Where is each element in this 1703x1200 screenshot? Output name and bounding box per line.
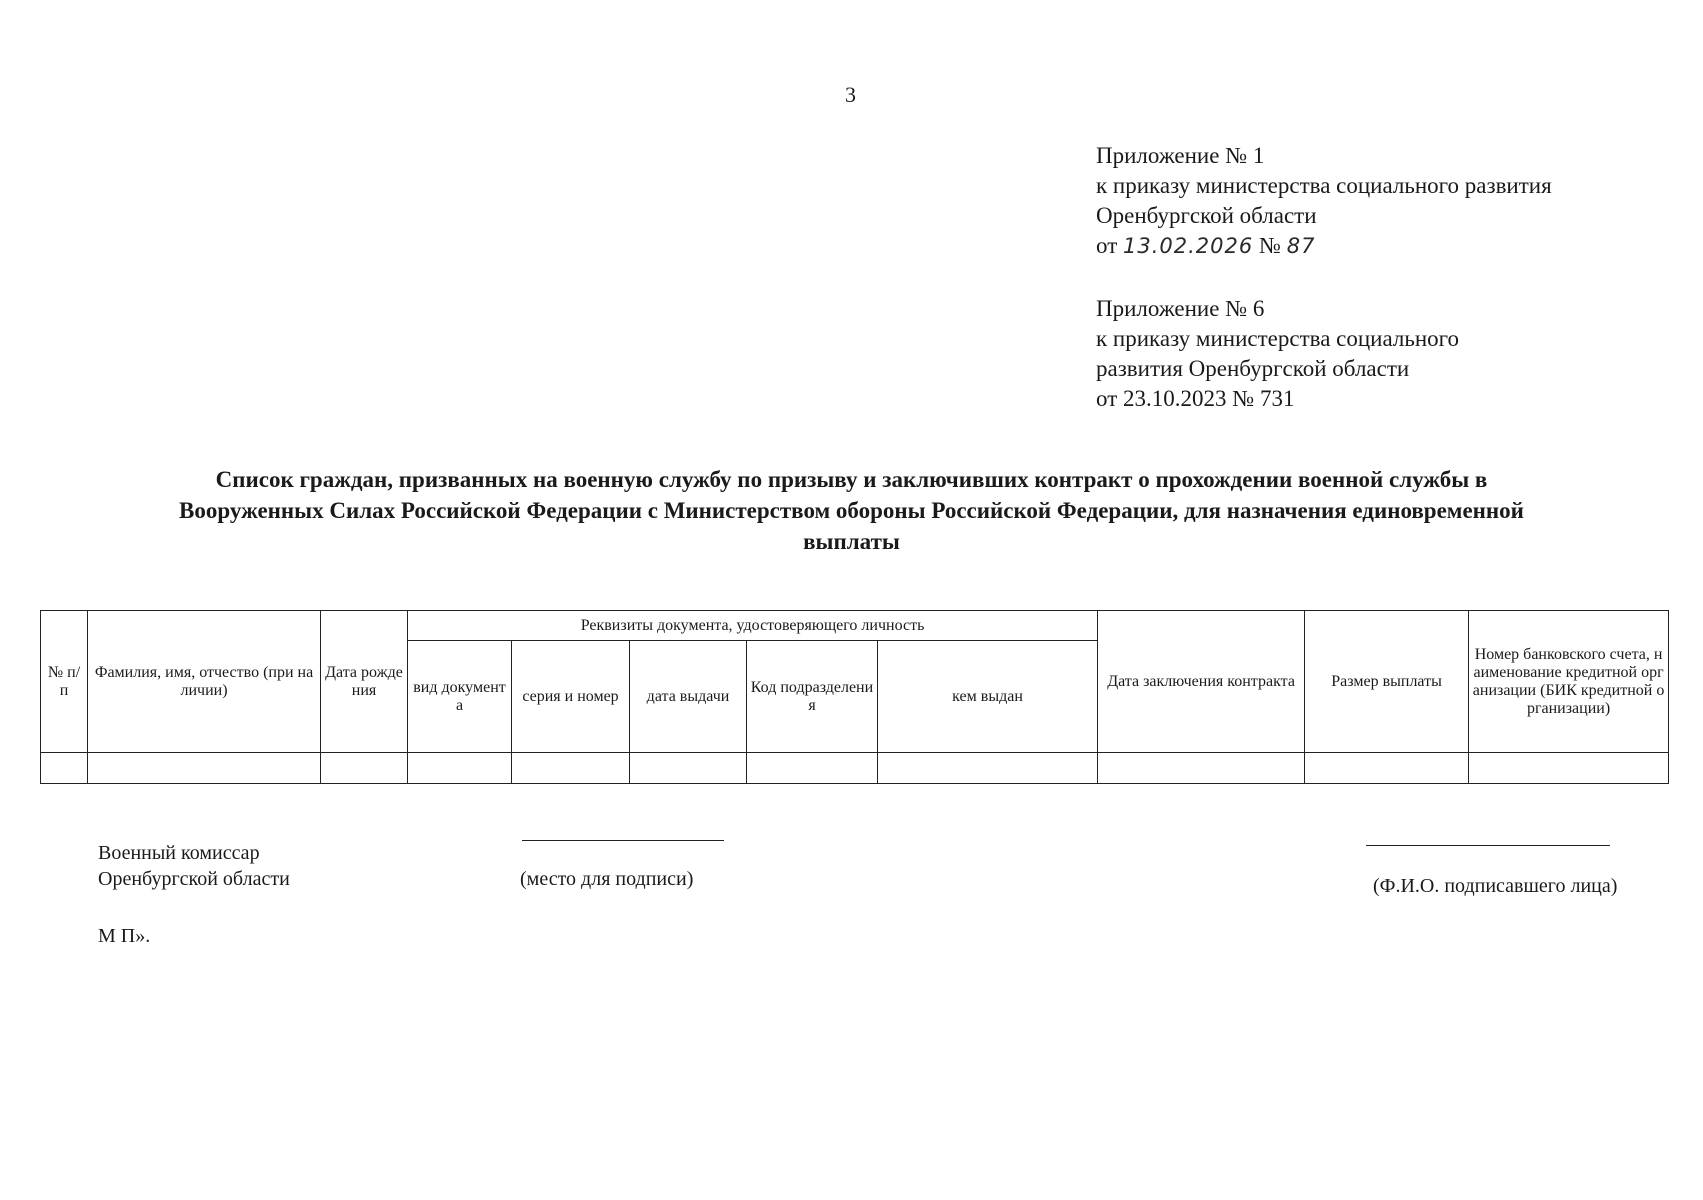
annex-6-line: к приказу министерства социального [1096,326,1460,351]
header-issued-by: кем выдан [878,641,1098,753]
header-document-type: вид документа [408,641,512,753]
header-contract-date: Дата заключения контракта [1098,611,1305,753]
table-cell [1305,753,1469,784]
page-number: 3 [845,82,856,107]
annex-1-title: Приложение № 1 [1096,143,1265,168]
stamp-placeholder: М П». [98,925,151,947]
header-full-name: Фамилия, имя, отчество (при наличии) [88,611,321,753]
annex-1-block [1096,141,1552,261]
header-payment-amount: Размер выплаты [1305,611,1469,753]
title-line: Вооруженных Силах Российской Федерации с Министерством обороны Российской Федерации, для назначения единовременной [179,498,1524,523]
position-line: Военный комиссар [98,842,260,864]
annex-1-date-line [1096,231,1552,261]
header-number: № п/п [41,611,88,753]
title-line: выплаты [803,529,900,554]
table-cell [88,753,321,784]
signatory-position [98,840,290,892]
annex-6-date-line: от 23.10.2023 № 731 [1096,386,1295,411]
table-row [41,753,1669,784]
header-birth-date: Дата рождения [321,611,408,753]
table-cell [747,753,878,784]
annex-6-block [1096,294,1459,414]
name-caption: (Ф.И.О. подписавшего лица) [1373,875,1618,897]
header-series-number: серия и номер [512,641,630,753]
table-cell [1098,753,1305,784]
position-line: Оренбургской области [98,868,290,890]
table-cell [41,753,88,784]
annex-1-line: к приказу министерства социального развития [1096,173,1552,198]
annex-1-line: Оренбургской области [1096,203,1317,228]
name-line [1366,845,1610,846]
title-line: Список граждан, призванных на военную службу по призыву и заключивших контракт о прохождении военной службы в [215,467,1488,492]
header-bank-account: Номер банковского счета, наименование кредитной организации (БИК кредитной организации) [1469,611,1669,753]
table-cell [321,753,408,784]
handwritten-date: 13.02.2026 [1123,234,1254,258]
citizens-table [40,610,1669,784]
header-issue-date: дата выдачи [630,641,747,753]
document-title [40,464,1663,557]
signature-caption: (место для подписи) [520,868,694,890]
table-cell [878,753,1098,784]
table-cell [512,753,630,784]
annex-6-title: Приложение № 6 [1096,296,1265,321]
header-id-document-group: Реквизиты документа, удостоверяющего личность [408,611,1098,641]
signature-line [522,840,724,841]
table-cell [630,753,747,784]
date-prefix: от [1096,233,1118,258]
handwritten-number: 87 [1286,234,1316,258]
header-department-code: Код подразделения [747,641,878,753]
table-cell [1469,753,1669,784]
number-sign: № [1259,233,1281,258]
annex-6-line: развития Оренбургской области [1096,356,1410,381]
table-cell [408,753,512,784]
